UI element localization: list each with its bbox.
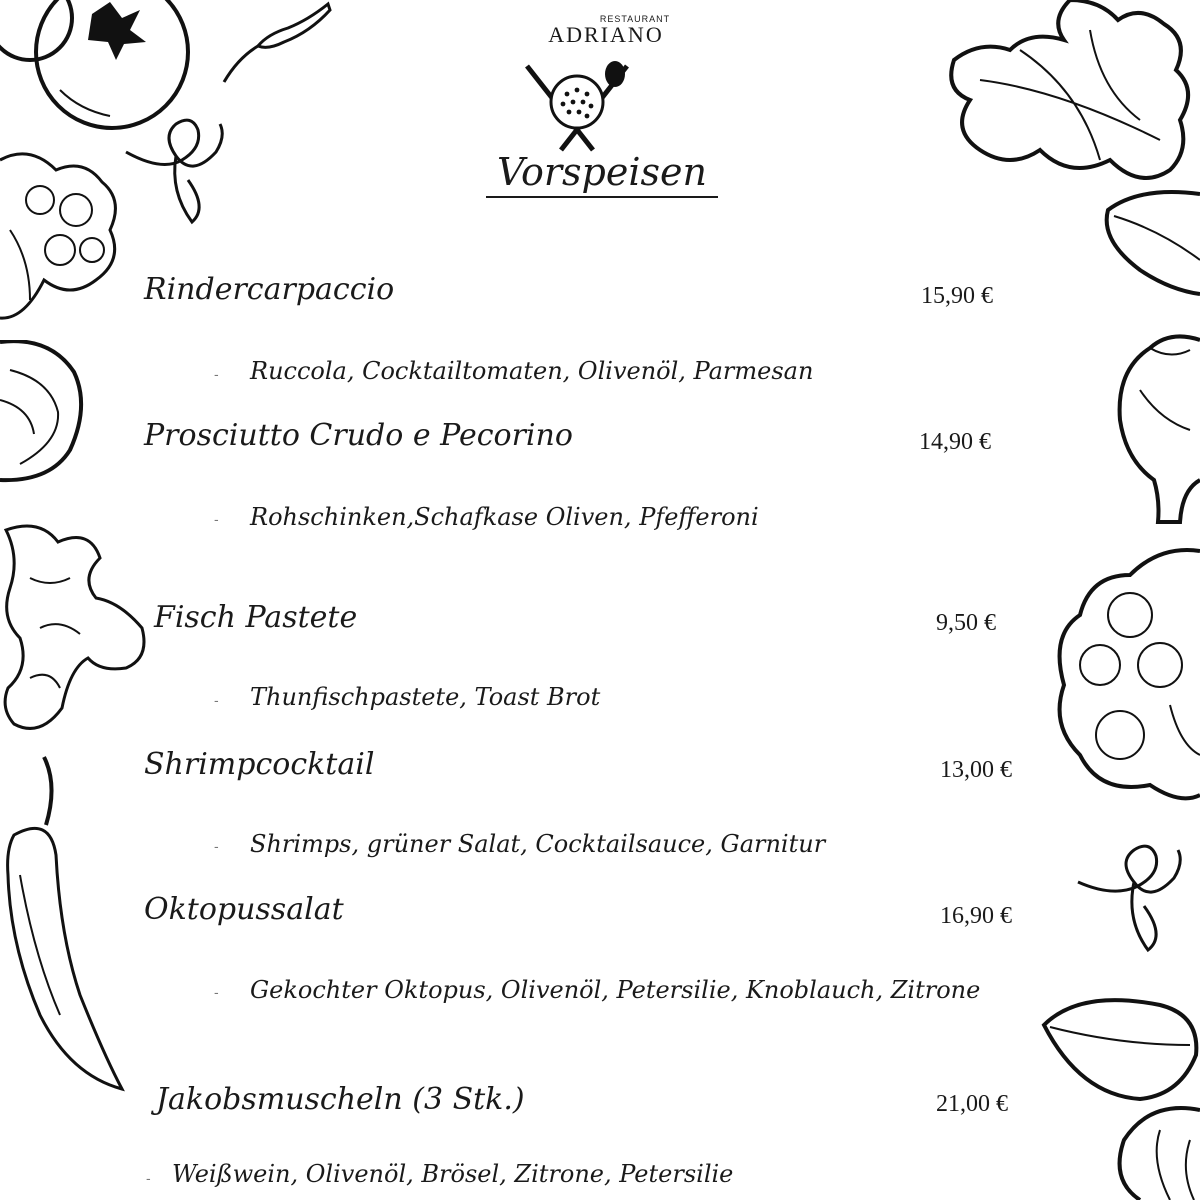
- dish-description: Gekochter Oktopus, Olivenöl, Petersilie, Knoblauch, Zitrone: [250, 976, 981, 1004]
- restaurant-label: RESTAURANT: [599, 14, 671, 24]
- tomato-icon: [0, 0, 200, 130]
- bullet-dash: -: [146, 1170, 151, 1186]
- dish-name: Shrimpcocktail: [144, 747, 375, 782]
- section-title: Vorspeisen: [486, 150, 718, 198]
- dish-name: Rindercarpaccio: [144, 272, 395, 307]
- cabbage-icon: [1110, 1100, 1200, 1200]
- garlic-icon: [0, 340, 90, 490]
- bullet-dash: -: [214, 511, 219, 527]
- herb-swirl-icon: [1074, 838, 1200, 958]
- dish-price: 13,00 €: [940, 757, 1012, 783]
- dish-price: 21,00 €: [936, 1091, 1008, 1117]
- dish-description: Shrimps, grüner Salat, Cocktailsauce, Garnitur: [250, 830, 826, 858]
- dish-description: Weißwein, Olivenöl, Brösel, Zitrone, Petersilie: [172, 1160, 734, 1188]
- dish-price: 16,90 €: [940, 903, 1012, 929]
- leaf-icon: [1040, 995, 1200, 1105]
- dish-price: 14,90 €: [919, 429, 991, 455]
- dish-name: Oktopussalat: [144, 892, 344, 927]
- onion-icon: [1110, 330, 1200, 530]
- dish-description: Thunfischpastete, Toast Brot: [250, 683, 601, 711]
- bullet-dash: -: [214, 984, 219, 1000]
- bullet-dash: -: [214, 366, 219, 382]
- restaurant-name: ADRIANO: [548, 22, 664, 47]
- dish-price: 9,50 €: [936, 610, 996, 636]
- chili-icon: [218, 0, 338, 90]
- bullet-dash: -: [214, 838, 219, 854]
- bullet-dash: -: [214, 692, 219, 708]
- kale-icon: [940, 0, 1200, 200]
- dish-description: Ruccola, Cocktailtomaten, Olivenöl, Parmesan: [250, 357, 814, 385]
- herb-swirl-icon: [122, 112, 232, 232]
- leaf-icon: [1100, 190, 1200, 300]
- ginger-icon: [0, 518, 150, 738]
- dish-price: 15,90 €: [921, 283, 993, 309]
- chili-icon: [0, 755, 130, 1095]
- fork-golfball-spoon-icon: [523, 60, 631, 158]
- dish-description: Rohschinken,Schafkase Oliven, Pfefferoni: [250, 503, 759, 531]
- broccoli-icon: [0, 150, 125, 325]
- broccoli-icon: [1050, 545, 1200, 815]
- dish-name: Jakobsmuscheln (3 Stk.): [156, 1082, 525, 1117]
- restaurant-header: [480, 14, 720, 48]
- dish-name: Prosciutto Crudo e Pecorino: [144, 418, 573, 453]
- dish-name: Fisch Pastete: [154, 600, 358, 635]
